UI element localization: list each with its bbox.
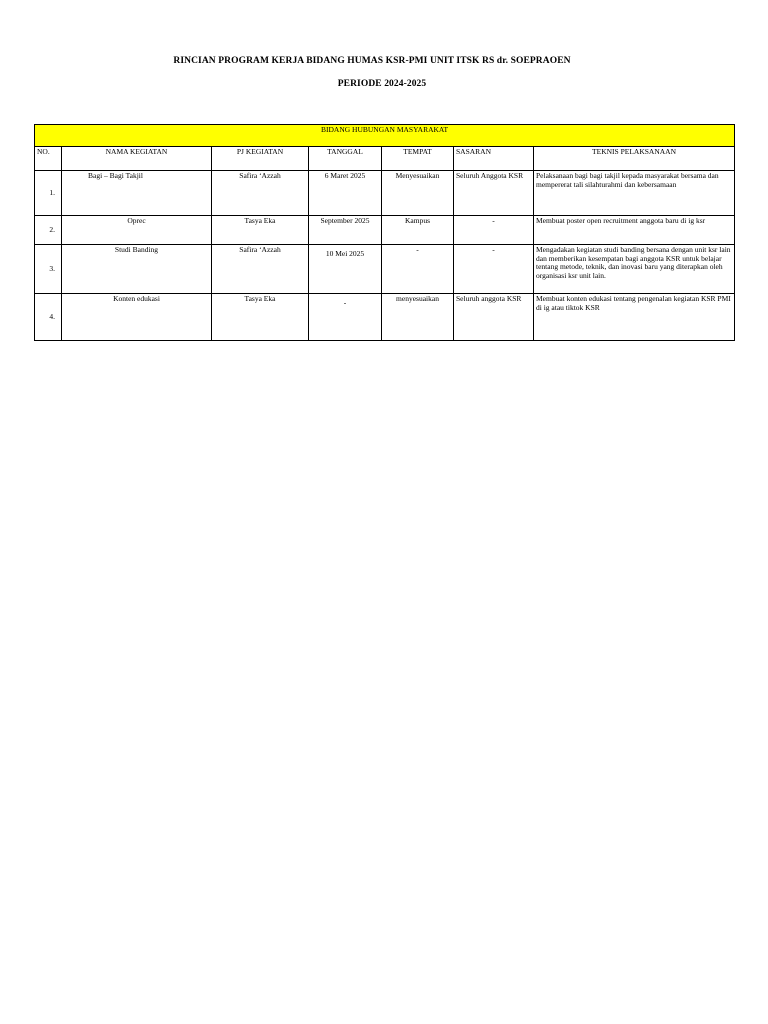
col-header-sasaran: SASARAN (454, 147, 534, 171)
row-no: 4. (35, 294, 62, 341)
row-sasaran: Seluruh anggota KSR (454, 294, 534, 341)
row-tanggal: - (309, 294, 382, 341)
row-pj: Safira ‘Azzah (212, 245, 309, 294)
row-teknis: Pelaksanaan bagi bagi takjil kepada masyarakat bersama dan mempererat tali silahturahmi dan kebersamaan (534, 171, 735, 216)
column-header-row (35, 147, 735, 171)
row-tempat: Menyesuaikan (382, 171, 454, 216)
table-row (35, 171, 735, 216)
row-pj: Tasya Eka (212, 216, 309, 245)
row-nama: Studi Banding (62, 245, 212, 294)
col-header-no: NO. (35, 147, 62, 171)
row-nama: Oprec (62, 216, 212, 245)
row-pj: Safira ‘Azzah (212, 171, 309, 216)
col-header-nama-kegiatan: NAMA KEGIATAN (62, 147, 212, 171)
row-tanggal: September 2025 (309, 216, 382, 245)
row-pj: Tasya Eka (212, 294, 309, 341)
row-no: 3. (35, 245, 62, 294)
table-row (35, 216, 735, 245)
section-header-row (35, 125, 735, 147)
program-table (34, 124, 735, 341)
row-teknis: Membuat poster open recruitment anggota baru di ig ksr (534, 216, 735, 245)
col-header-teknis-pelaksanaan: TEKNIS PELAKSANAAN (534, 147, 735, 171)
table-row (35, 294, 735, 341)
row-tempat: - (382, 245, 454, 294)
row-sasaran: - (454, 216, 534, 245)
row-sasaran: - (454, 245, 534, 294)
row-nama: Konten edukasi (62, 294, 212, 341)
row-teknis: Membuat konten edukasi tentang pengenalan kegiatan KSR PMI di ig atau tiktok KSR (534, 294, 735, 341)
row-tempat: Kampus (382, 216, 454, 245)
section-title: BIDANG HUBUNGAN MASYARAKAT (35, 125, 735, 147)
row-teknis: Mengadakan kegiatan studi banding bersana dengan unit ksr lain dan memberikan kesempatan bagi anggota KSR untuk belajar tentang metode, teknik, dan inovasi baru yang diterapkan oleh organisasi ksr unit lain. (534, 245, 735, 294)
col-header-tempat: TEMPAT (382, 147, 454, 171)
row-no: 1. (35, 171, 62, 216)
row-tempat: menyesuaikan (382, 294, 454, 341)
document-title: RINCIAN PROGRAM KERJA BIDANG HUMAS KSR-PMI UNIT ITSK RS dr. SOEPRAOEN (173, 56, 571, 66)
table-row (35, 245, 735, 294)
row-no: 2. (35, 216, 62, 245)
row-sasaran: Seluruh Anggota KSR (454, 171, 534, 216)
row-tanggal: 6 Maret 2025 (309, 171, 382, 216)
document-period: PERIODE 2024-2025 (337, 79, 427, 89)
col-header-pj-kegiatan: PJ KEGIATAN (212, 147, 309, 171)
row-nama: Bagi – Bagi Takjil (62, 171, 212, 216)
row-tanggal: 10 Mei 2025 (309, 245, 382, 294)
col-header-tanggal: TANGGAL (309, 147, 382, 171)
